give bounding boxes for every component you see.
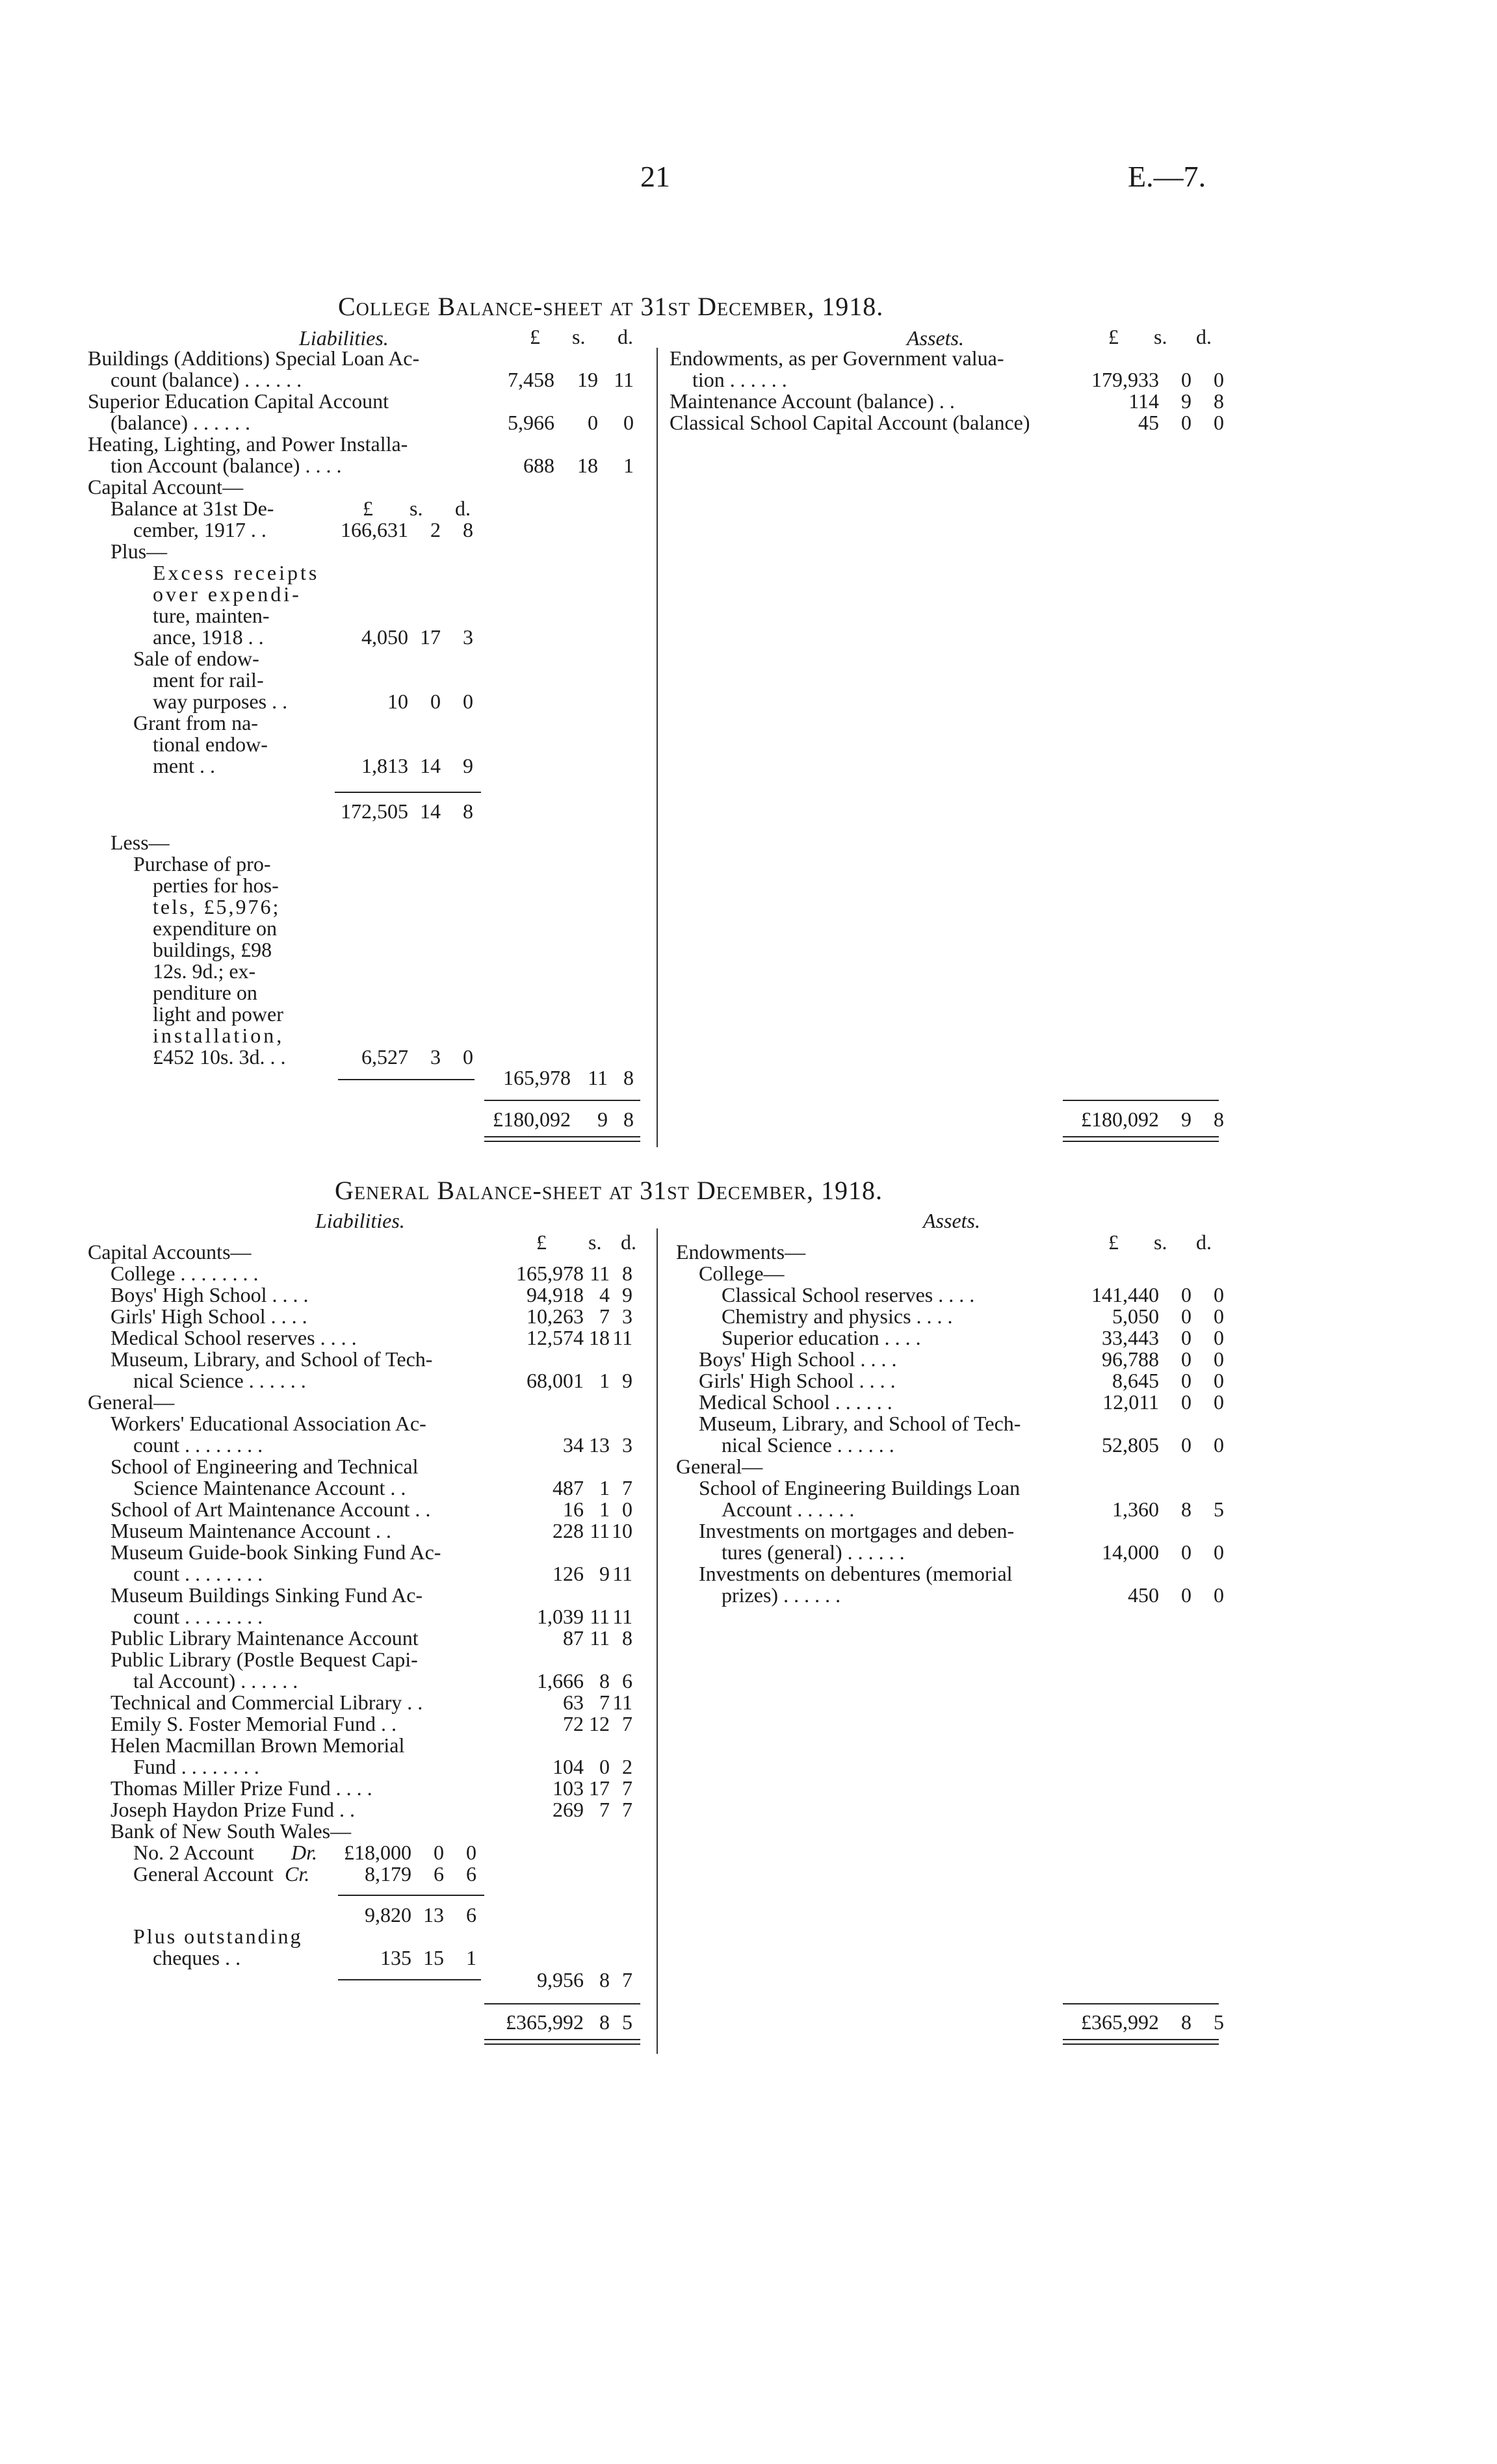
- general-divider: [657, 1228, 658, 2054]
- amount-pence: 0: [1214, 1347, 1224, 1371]
- amount-pounds: 63: [563, 1691, 584, 1714]
- general-title: General Balance-sheet at 31st December, 1918.: [335, 1176, 883, 1205]
- subtotal-rule: [338, 1895, 484, 1896]
- line-text: Medical School . . . . . .: [699, 1390, 892, 1414]
- line-text: Helen Macmillan Brown Memorial: [111, 1733, 405, 1757]
- line-text: tures (general) . . . . . .: [722, 1540, 905, 1564]
- sub-pence: 8: [463, 518, 473, 541]
- line-text: Boys' High School . . . .: [699, 1347, 897, 1371]
- amount-pence: 0: [1214, 411, 1224, 434]
- line-text: College . . . . . . . .: [111, 1262, 259, 1285]
- amount-shillings: 7: [599, 1304, 610, 1328]
- amount-pence: 0: [1214, 1326, 1224, 1349]
- line-text: School of Engineering Buildings Loan: [699, 1476, 1021, 1499]
- report-code: E.—7.: [1128, 160, 1206, 193]
- college-col-l: £: [530, 325, 540, 348]
- line-text: nical Science . . . . . .: [133, 1369, 306, 1392]
- amount-pounds: 228: [553, 1519, 584, 1542]
- amount-pence: 1: [623, 454, 634, 477]
- line-text: ture, mainten-: [153, 604, 270, 627]
- amount-pounds: 487: [553, 1476, 584, 1499]
- line-text: Plus outstanding: [133, 1925, 303, 1948]
- line-text: Public Library Maintenance Account: [111, 1626, 419, 1650]
- amount-pounds: 12,574: [527, 1326, 584, 1349]
- line-text: tels, £5,976;: [153, 895, 281, 918]
- amount-pounds: 7,458: [508, 368, 554, 391]
- total-pence: 8: [1214, 1108, 1224, 1131]
- line-text: £452 10s. 3d. . .: [153, 1045, 286, 1069]
- total-shillings: 8: [599, 2010, 610, 2034]
- line-text: Museum Buildings Sinking Fund Ac-: [111, 1583, 423, 1607]
- general-col-d: d.: [621, 1230, 636, 1254]
- amount-pence: 0: [1214, 1583, 1224, 1607]
- amount-shillings: 8: [599, 1669, 610, 1692]
- college-assets-col-l: £: [1108, 325, 1119, 348]
- amount-pounds: 10,263: [527, 1304, 584, 1328]
- line-text: Chemistry and physics . . . .: [722, 1304, 953, 1328]
- amount-pounds: 450: [1128, 1583, 1159, 1607]
- amount-shillings: 0: [1181, 1433, 1191, 1457]
- line-text: Thomas Miller Prize Fund . . . .: [111, 1776, 372, 1800]
- line-text: penditure on: [153, 981, 257, 1004]
- amount-shillings: 1: [599, 1498, 610, 1521]
- line-text: Workers' Educational Association Ac-: [111, 1412, 426, 1435]
- amount-pence: 0: [1214, 1540, 1224, 1564]
- amount-pence: 7: [622, 1712, 632, 1735]
- amount-pence: 6: [622, 1669, 632, 1692]
- amount-pence: 11: [612, 1326, 632, 1349]
- amount-shillings: 0: [1181, 1540, 1191, 1564]
- amount-shillings: 11: [590, 1519, 610, 1542]
- sub-pounds: 1,813: [361, 754, 408, 777]
- sub-pence: 6: [466, 1903, 476, 1926]
- line-text: No. 2 Account: [133, 1841, 254, 1864]
- college-assets-col-s: s.: [1154, 325, 1167, 348]
- amount-shillings: 0: [1181, 1304, 1191, 1328]
- debit-marker: Dr.: [291, 1841, 318, 1864]
- line-text: Public Library (Postle Bequest Capi-: [111, 1648, 418, 1671]
- total-rule: [484, 1100, 640, 1101]
- total-pounds: £365,992: [1081, 2010, 1159, 2034]
- amount-pence: 9: [622, 1369, 632, 1392]
- general-col-l: £: [536, 1230, 547, 1254]
- amount-pounds: 14,000: [1102, 1540, 1159, 1564]
- line-text: Endowments—: [676, 1240, 806, 1264]
- amount-pence: 11: [612, 1562, 632, 1585]
- line-text: Medical School reserves . . . .: [111, 1326, 357, 1349]
- college-assets-col-d: d.: [1196, 325, 1212, 348]
- sub-pounds: 172,505: [341, 799, 408, 823]
- amount-shillings: 0: [1181, 1583, 1191, 1607]
- line-text: Purchase of pro-: [133, 852, 271, 875]
- amount-shillings: 0: [599, 1755, 610, 1778]
- line-text: Plus—: [111, 539, 168, 563]
- total-pence: 5: [1214, 2010, 1224, 2034]
- amount-shillings: 0: [588, 411, 598, 434]
- total-pounds: £365,992: [506, 2010, 584, 2034]
- amount-pounds: 269: [553, 1798, 584, 1821]
- amount-shillings: 0: [1181, 1326, 1191, 1349]
- sub-pence: 9: [463, 754, 473, 777]
- sub-pounds: £18,000: [344, 1841, 411, 1864]
- general-liab-heading: Liabilities.: [315, 1209, 405, 1232]
- sub-pounds: 10: [387, 690, 408, 713]
- sub-pence: 0: [463, 690, 473, 713]
- amount-pounds: 103: [553, 1776, 584, 1800]
- total-pence: 5: [622, 2010, 632, 2034]
- amount-pence: 7: [622, 1476, 632, 1499]
- line-text: Boys' High School . . . .: [111, 1283, 309, 1306]
- amount-pounds: 8,645: [1112, 1369, 1159, 1392]
- amount-pence: 11: [612, 1691, 632, 1714]
- sub-pence: 0: [463, 1045, 473, 1069]
- amount-pence: 11: [612, 1605, 632, 1628]
- amount-shillings: 0: [1181, 1369, 1191, 1392]
- line-text: buildings, £98: [153, 938, 272, 961]
- amount-pounds: 126: [553, 1562, 584, 1585]
- sub-pounds: 166,631: [341, 518, 408, 541]
- line-text: prizes) . . . . . .: [722, 1583, 841, 1607]
- amount-shillings: 11: [588, 1066, 608, 1089]
- line-text: Museum, Library, and School of Tech-: [111, 1347, 433, 1371]
- sub-pounds: 6,527: [361, 1045, 408, 1069]
- line-text: Fund . . . . . . . .: [133, 1755, 259, 1778]
- amount-pounds: 104: [553, 1755, 584, 1778]
- line-text: Heating, Lighting, and Power Installa-: [88, 432, 408, 456]
- amount-pence: 0: [623, 411, 634, 434]
- amount-pence: 7: [622, 1776, 632, 1800]
- amount-shillings: 13: [589, 1433, 610, 1457]
- amount-pounds: 141,440: [1091, 1283, 1159, 1306]
- amount-shillings: 0: [1181, 1347, 1191, 1371]
- amount-pounds: 1,360: [1112, 1498, 1159, 1521]
- subcol-d: d.: [455, 497, 471, 520]
- amount-pounds: 5,050: [1112, 1304, 1159, 1328]
- amount-pence: 0: [1214, 1283, 1224, 1306]
- amount-pounds: 52,805: [1102, 1433, 1159, 1457]
- amount-pence: 0: [622, 1498, 632, 1521]
- line-text: light and power: [153, 1002, 283, 1026]
- total-double-rule: [1063, 1136, 1219, 1142]
- line-text: Capital Account—: [88, 475, 244, 499]
- subcol-l: £: [363, 497, 373, 520]
- amount-pounds: 12,011: [1102, 1390, 1159, 1414]
- amount-shillings: 0: [1181, 1283, 1191, 1306]
- line-text: tion Account (balance) . . . .: [111, 454, 342, 477]
- amount-pounds: 165,978: [516, 1262, 584, 1285]
- amount-shillings: 12: [589, 1712, 610, 1735]
- line-text: perties for hos-: [153, 874, 279, 897]
- amount-pence: 7: [622, 1798, 632, 1821]
- line-text: count . . . . . . . .: [133, 1562, 263, 1585]
- sub-pounds: 9,820: [365, 1903, 411, 1926]
- line-text: expenditure on: [153, 916, 278, 940]
- general-assets-col-s: s.: [1154, 1230, 1167, 1254]
- college-col-s: s.: [572, 325, 586, 348]
- line-text: Science Maintenance Account . .: [133, 1476, 406, 1499]
- amount-pounds: 1,039: [537, 1605, 584, 1628]
- amount-pounds: 5,966: [508, 411, 554, 434]
- amount-shillings: 18: [577, 454, 598, 477]
- total-double-rule: [484, 2039, 640, 2045]
- line-text: Excess receipts: [153, 561, 320, 584]
- sub-pounds: 4,050: [361, 625, 408, 649]
- line-text: Superior education . . . .: [722, 1326, 921, 1349]
- sub-shillings: 15: [423, 1946, 444, 1969]
- line-text: (balance) . . . . . .: [111, 411, 251, 434]
- line-text: Balance at 31st De-: [111, 497, 274, 520]
- line-text: Classical School Capital Account (balance): [670, 411, 1030, 434]
- sub-pence: 6: [466, 1862, 476, 1886]
- line-text: School of Art Maintenance Account . .: [111, 1498, 431, 1521]
- line-text: count . . . . . . . .: [133, 1433, 263, 1457]
- amount-pence: 3: [622, 1304, 632, 1328]
- sub-pounds: 135: [380, 1946, 411, 1969]
- amount-shillings: 11: [590, 1626, 610, 1650]
- total-shillings: 9: [597, 1108, 608, 1131]
- amount-shillings: 18: [589, 1326, 610, 1349]
- line-text: installation,: [153, 1024, 285, 1047]
- sub-shillings: 13: [423, 1903, 444, 1926]
- total-rule: [484, 2003, 640, 2004]
- amount-pence: 8: [1214, 389, 1224, 413]
- amount-pounds: 72: [563, 1712, 584, 1735]
- total-rule: [1063, 1100, 1219, 1101]
- total-double-rule: [484, 1136, 640, 1142]
- amount-shillings: 1: [599, 1369, 610, 1392]
- amount-pounds: 688: [523, 454, 554, 477]
- line-text: Buildings (Additions) Special Loan Ac-: [88, 346, 420, 370]
- amount-shillings: 8: [599, 1968, 610, 1991]
- line-text: Less—: [111, 831, 170, 854]
- sub-pence: 1: [466, 1946, 476, 1969]
- general-assets-heading: Assets.: [923, 1209, 980, 1232]
- sub-shillings: 2: [430, 518, 441, 541]
- sub-shillings: 3: [430, 1045, 441, 1069]
- college-liab-heading: Liabilities.: [299, 326, 389, 350]
- line-text: over expendi-: [153, 582, 302, 606]
- line-text: Account . . . . . .: [722, 1498, 855, 1521]
- line-text: Maintenance Account (balance) . .: [670, 389, 955, 413]
- amount-pence: 7: [622, 1968, 632, 1991]
- college-assets-heading: Assets.: [907, 326, 964, 350]
- line-text: ment for rail-: [153, 668, 264, 692]
- general-assets-col-l: £: [1108, 1230, 1119, 1254]
- amount-pence: 0: [1214, 1369, 1224, 1392]
- line-text: tion . . . . . .: [692, 368, 787, 391]
- line-text: Grant from na-: [133, 711, 258, 734]
- line-text: Joseph Haydon Prize Fund . .: [111, 1798, 355, 1821]
- line-text: General Account: [133, 1862, 274, 1886]
- net-rule: [338, 1079, 475, 1080]
- sub-shillings: 6: [434, 1862, 444, 1886]
- line-text: cember, 1917 . .: [133, 518, 267, 541]
- line-text: Classical School reserves . . . .: [722, 1283, 975, 1306]
- line-text: Superior Education Capital Account: [88, 389, 389, 413]
- amount-pence: 0: [1214, 1390, 1224, 1414]
- line-text: tal Account) . . . . . .: [133, 1669, 298, 1692]
- line-text: 12s. 9d.; ex-: [153, 959, 256, 983]
- line-text: Investments on debentures (memorial: [699, 1562, 1013, 1585]
- page-number: 21: [640, 160, 670, 193]
- amount-shillings: 7: [599, 1798, 610, 1821]
- line-text: Capital Accounts—: [88, 1240, 252, 1264]
- total-pounds: £180,092: [1081, 1108, 1159, 1131]
- amount-pence: 3: [622, 1433, 632, 1457]
- amount-pounds: 87: [563, 1626, 584, 1650]
- net-rule: [338, 1979, 481, 1980]
- college-divider: [657, 348, 658, 1147]
- total-rule: [1063, 2003, 1219, 2004]
- amount-pounds: 16: [563, 1498, 584, 1521]
- amount-pence: 8: [622, 1626, 632, 1650]
- college-title: College Balance-sheet at 31st December, 1918.: [338, 292, 884, 321]
- sub-pence: 0: [466, 1841, 476, 1864]
- amount-shillings: 1: [599, 1476, 610, 1499]
- amount-pounds: 179,933: [1091, 368, 1159, 391]
- amount-shillings: 8: [1181, 1498, 1191, 1521]
- amount-pounds: 45: [1138, 411, 1159, 434]
- line-text: Museum, Library, and School of Tech-: [699, 1412, 1021, 1435]
- line-text: ment . .: [153, 754, 215, 777]
- sub-pence: 3: [463, 625, 473, 649]
- amount-shillings: 0: [1181, 368, 1191, 391]
- amount-pounds: 114: [1128, 389, 1159, 413]
- line-text: Sale of endow-: [133, 647, 259, 670]
- sub-shillings: 0: [430, 690, 441, 713]
- amount-pence: 5: [1214, 1498, 1224, 1521]
- line-text: count . . . . . . . .: [133, 1605, 263, 1628]
- amount-pounds: 34: [563, 1433, 584, 1457]
- line-text: way purposes . .: [153, 690, 288, 713]
- amount-shillings: 9: [1181, 389, 1191, 413]
- sub-shillings: 17: [420, 625, 441, 649]
- amount-shillings: 11: [590, 1262, 610, 1285]
- total-double-rule: [1063, 2039, 1219, 2045]
- line-text: Emily S. Foster Memorial Fund . .: [111, 1712, 397, 1735]
- amount-pence: 11: [614, 368, 634, 391]
- amount-pence: 0: [1214, 368, 1224, 391]
- credit-marker: Cr.: [285, 1862, 310, 1886]
- line-text: General—: [676, 1455, 763, 1478]
- general-assets-col-d: d.: [1196, 1230, 1212, 1254]
- amount-shillings: 7: [599, 1691, 610, 1714]
- amount-pence: 0: [1214, 1304, 1224, 1328]
- amount-shillings: 0: [1181, 411, 1191, 434]
- amount-pounds: 96,788: [1102, 1347, 1159, 1371]
- amount-pence: 2: [622, 1755, 632, 1778]
- amount-shillings: 4: [599, 1283, 610, 1306]
- general-col-s: s.: [588, 1230, 602, 1254]
- amount-pence: 10: [612, 1519, 632, 1542]
- line-text: Museum Maintenance Account . .: [111, 1519, 391, 1542]
- line-text: Endowments, as per Government valua-: [670, 346, 1004, 370]
- amount-pounds: 1,666: [537, 1669, 584, 1692]
- line-text: Bank of New South Wales—: [111, 1819, 352, 1843]
- amount-shillings: 9: [599, 1562, 610, 1585]
- sub-shillings: 14: [420, 799, 441, 823]
- amount-shillings: 19: [577, 368, 598, 391]
- amount-pounds: 33,443: [1102, 1326, 1159, 1349]
- sub-shillings: 14: [420, 754, 441, 777]
- amount-shillings: 17: [589, 1776, 610, 1800]
- total-pence: 8: [623, 1108, 634, 1131]
- sub-shillings: 0: [434, 1841, 444, 1864]
- sub-pence: 8: [463, 799, 473, 823]
- line-text: Girls' High School . . . .: [111, 1304, 307, 1328]
- line-text: Girls' High School . . . .: [699, 1369, 896, 1392]
- amount-pounds: 94,918: [527, 1283, 584, 1306]
- college-col-d: d.: [618, 325, 633, 348]
- amount-pence: 0: [1214, 1433, 1224, 1457]
- amount-shillings: 0: [1181, 1390, 1191, 1414]
- line-text: tional endow-: [153, 733, 268, 756]
- amount-pence: 8: [622, 1262, 632, 1285]
- line-text: College—: [699, 1262, 785, 1285]
- line-text: General—: [88, 1390, 175, 1414]
- line-text: Museum Guide-book Sinking Fund Ac-: [111, 1540, 441, 1564]
- line-text: Investments on mortgages and deben-: [699, 1519, 1015, 1542]
- amount-pence: 9: [622, 1283, 632, 1306]
- subtotal-rule: [335, 792, 481, 793]
- line-text: School of Engineering and Technical: [111, 1455, 419, 1478]
- total-pounds: £180,092: [493, 1108, 571, 1131]
- total-shillings: 8: [1181, 2010, 1191, 2034]
- line-text: cheques . .: [153, 1946, 241, 1969]
- total-shillings: 9: [1181, 1108, 1191, 1131]
- line-text: count (balance) . . . . . .: [111, 368, 302, 391]
- sub-pounds: 8,179: [365, 1862, 411, 1886]
- amount-pounds: 165,978: [503, 1066, 571, 1089]
- line-text: nical Science . . . . . .: [722, 1433, 894, 1457]
- amount-shillings: 11: [590, 1605, 610, 1628]
- line-text: Technical and Commercial Library . .: [111, 1691, 423, 1714]
- amount-pence: 8: [623, 1066, 634, 1089]
- line-text: ance, 1918 . .: [153, 625, 264, 649]
- amount-pounds: 68,001: [527, 1369, 584, 1392]
- subcol-s: s.: [410, 497, 423, 520]
- amount-pounds: 9,956: [537, 1968, 584, 1991]
